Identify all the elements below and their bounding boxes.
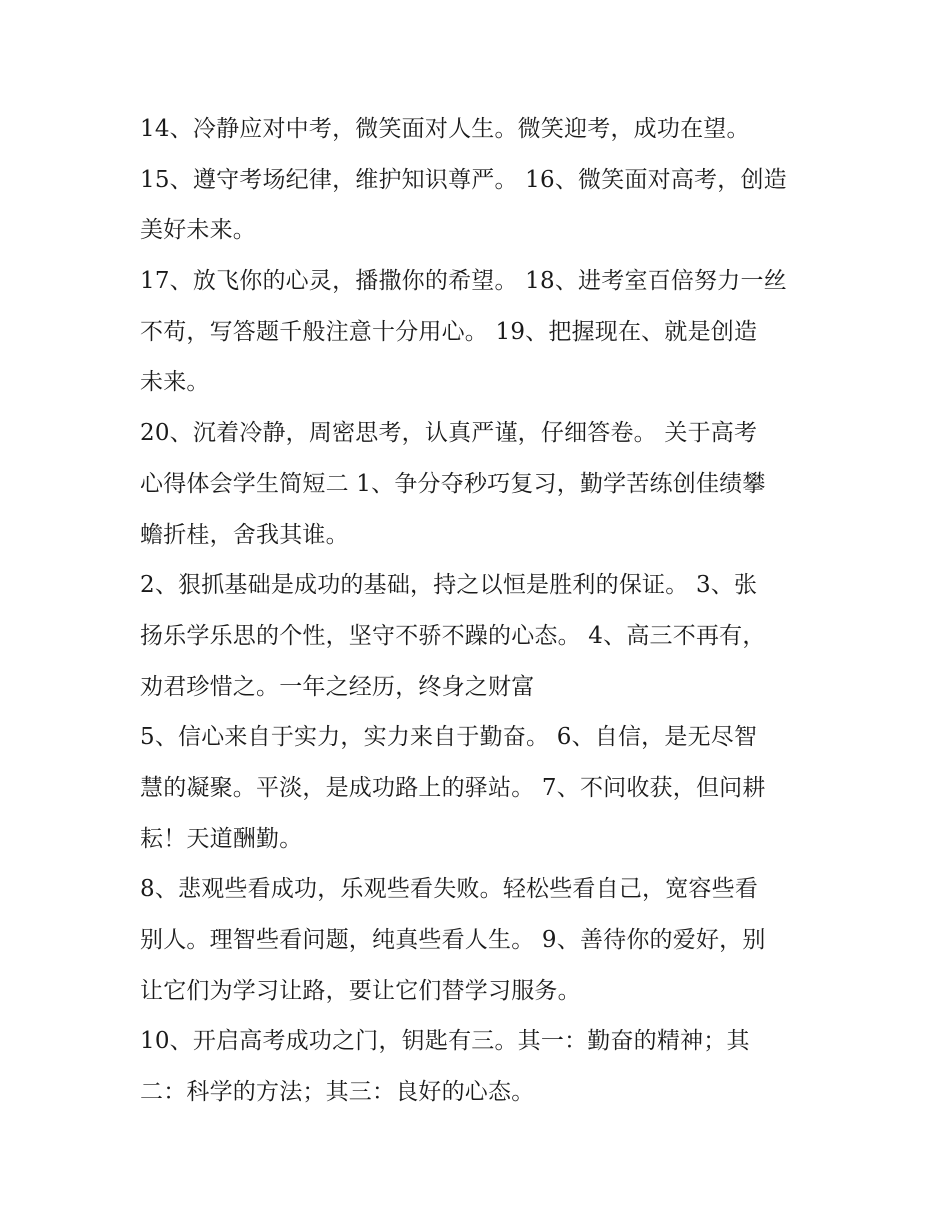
text-line: 20、沉着冷静，周密思考，认真严谨，仔细答卷。 关于高考 bbox=[140, 420, 758, 447]
document-page bbox=[140, 104, 820, 1118]
text-line: 别人。理智些看问题，纯真些看人生。 9、善待你的爱好，别 bbox=[140, 927, 766, 953]
text-line: 心得体会学生简短二 1、争分夺秒巧复习，勤学苦练创佳绩攀 bbox=[140, 470, 766, 497]
text-line: 15、遵守考场纪律，维护知识尊严。 16、微笑面对高考，创造 bbox=[140, 166, 787, 193]
text-line: 8、悲观些看成功，乐观些看失败。轻松些看自己，宽容些看 bbox=[140, 876, 759, 903]
text-line: 耘！天道酬勤。 bbox=[140, 825, 303, 852]
text-line: 10、开启高考成功之门，钥匙有三。其一：勤奋的精神；其 bbox=[140, 1028, 750, 1055]
text-line: 让它们为学习让路，要让它们替学习服务。 bbox=[140, 977, 581, 1004]
text-line: 扬乐学乐思的个性，坚守不骄不躁的心态。 4、高三不再有， bbox=[140, 622, 766, 649]
text-line: 美好未来。 bbox=[140, 217, 256, 244]
text-line: 2、狠抓基础是成功的基础，持之以恒是胜利的保证。 3、张 bbox=[140, 572, 758, 599]
text-line: 不苟，写答题千般注意十分用心。 19、把握现在、就是创造 bbox=[140, 318, 758, 345]
text-line: 蟾折桂，舍我其谁。 bbox=[140, 521, 349, 548]
text-line: 5、信心来自于实力，实力来自于勤奋。 6、自信，是无尽智 bbox=[140, 724, 758, 751]
text-line: 未来。 bbox=[140, 369, 210, 396]
text-line: 慧的凝聚。平淡，是成功路上的驿站。 7、不问收获，但问耕 bbox=[140, 774, 766, 801]
text-line: 劝君珍惜之。一年之经历，终身之财富 bbox=[140, 673, 535, 700]
text-line: 14、冷静应对中考，微笑面对人生。微笑迎考，成功在望。 bbox=[140, 116, 750, 142]
text-line: 17、放飞你的心灵，播撒你的希望。 18、进考室百倍努力一丝 bbox=[140, 268, 787, 295]
text-line: 二：科学的方法；其三：良好的心态。 bbox=[140, 1079, 535, 1106]
